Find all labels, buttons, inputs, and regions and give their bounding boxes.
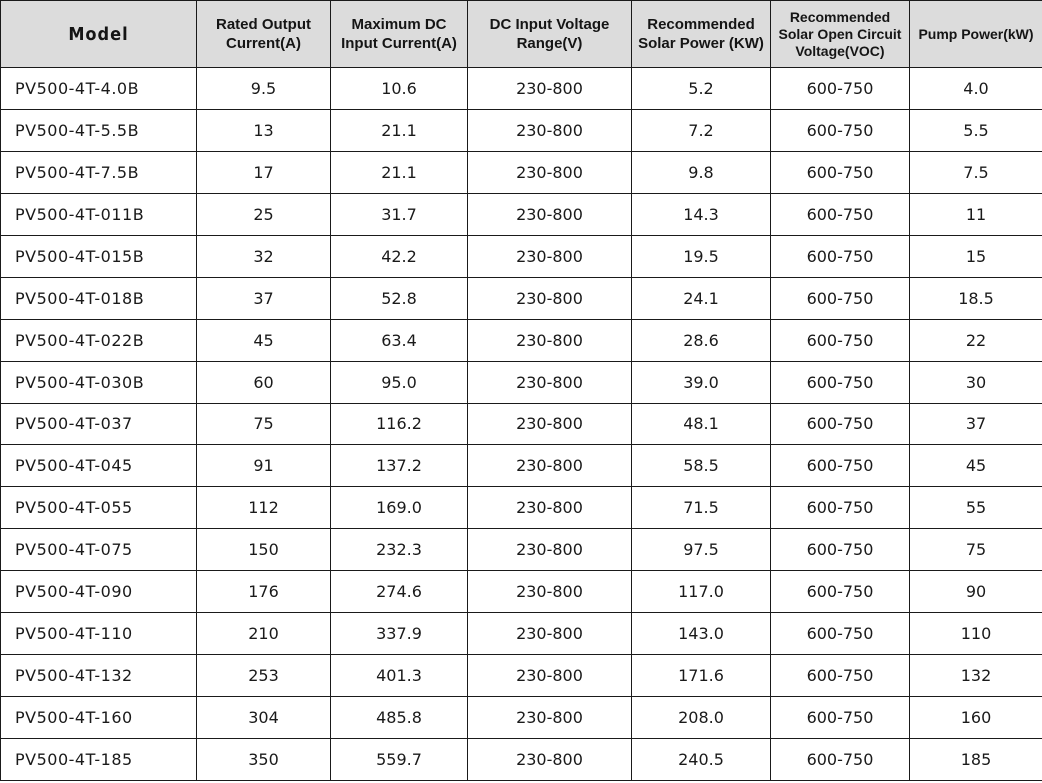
- recommended-solar-voc-cell: 600-750: [771, 193, 910, 235]
- recommended-solar-voc-cell: 600-750: [771, 613, 910, 655]
- rated-output-current-cell: 37: [197, 277, 331, 319]
- max-dc-input-current-cell: 559.7: [331, 739, 468, 781]
- max-dc-input-current-cell: 232.3: [331, 529, 468, 571]
- recommended-solar-power-cell: 240.5: [632, 739, 771, 781]
- recommended-solar-voc-cell: 600-750: [771, 151, 910, 193]
- model-cell: PV500-4T-110: [1, 613, 197, 655]
- dc-input-voltage-range-cell: 230-800: [468, 68, 632, 110]
- pump-power-cell: 4.0: [910, 68, 1042, 110]
- recommended-solar-power-cell: 19.5: [632, 235, 771, 277]
- recommended-solar-voc-cell: 600-750: [771, 109, 910, 151]
- recommended-solar-power-cell: 117.0: [632, 571, 771, 613]
- dc-input-voltage-range-cell: 230-800: [468, 109, 632, 151]
- dc-input-voltage-range-cell: 230-800: [468, 319, 632, 361]
- recommended-solar-power-cell: 5.2: [632, 68, 771, 110]
- column-header-text: Pump Power(kW): [918, 25, 1034, 42]
- table-row: [1, 109, 1042, 151]
- model-cell: PV500-4T-4.0B: [1, 68, 197, 110]
- column-header-text: Input Current(A): [341, 35, 457, 52]
- dc-input-voltage-range-cell: 230-800: [468, 655, 632, 697]
- dc-input-voltage-range-cell: 230-800: [468, 193, 632, 235]
- column-header-text: Model: [68, 23, 129, 45]
- table-row: [1, 697, 1042, 739]
- pump-power-cell: 37: [910, 403, 1042, 445]
- table-row: [1, 151, 1042, 193]
- max-dc-input-current-cell: 169.0: [331, 487, 468, 529]
- column-header-text: Voltage(VOC): [795, 42, 885, 59]
- max-dc-input-current-cell: 10.6: [331, 68, 468, 110]
- recommended-solar-voc-cell: 600-750: [771, 361, 910, 403]
- model-cell: PV500-4T-7.5B: [1, 151, 197, 193]
- dc-input-voltage-range-cell: 230-800: [468, 403, 632, 445]
- recommended-solar-voc-cell: 600-750: [771, 739, 910, 781]
- pump-power-cell: 30: [910, 361, 1042, 403]
- max-dc-input-current-cell: 42.2: [331, 235, 468, 277]
- dc-input-voltage-range-cell: 230-800: [468, 487, 632, 529]
- pump-power-cell: 75: [910, 529, 1042, 571]
- column-header-text: Solar Power (KW): [638, 35, 764, 52]
- model-cell: PV500-4T-090: [1, 571, 197, 613]
- rated-output-current-column-header: [197, 1, 331, 68]
- pump-power-cell: 185: [910, 739, 1042, 781]
- recommended-solar-power-cell: 58.5: [632, 445, 771, 487]
- model-cell: PV500-4T-5.5B: [1, 109, 197, 151]
- table-row: [1, 739, 1042, 781]
- pump-power-cell: 18.5: [910, 277, 1042, 319]
- table-row: [1, 655, 1042, 697]
- column-header-text: Range(V): [516, 35, 583, 52]
- dc-input-voltage-range-column-header: [468, 1, 632, 68]
- model-cell: PV500-4T-055: [1, 487, 197, 529]
- header-row: [1, 1, 1042, 68]
- model-cell: PV500-4T-037: [1, 403, 197, 445]
- max-dc-input-current-cell: 63.4: [331, 319, 468, 361]
- model-cell: PV500-4T-160: [1, 697, 197, 739]
- rated-output-current-cell: 150: [197, 529, 331, 571]
- table-row: [1, 235, 1042, 277]
- max-dc-input-current-column-header: [331, 1, 468, 68]
- table-row: [1, 487, 1042, 529]
- recommended-solar-power-cell: 48.1: [632, 403, 771, 445]
- recommended-solar-power-cell: 9.8: [632, 151, 771, 193]
- recommended-solar-power-cell: 143.0: [632, 613, 771, 655]
- max-dc-input-current-cell: 401.3: [331, 655, 468, 697]
- column-header-text: Recommended: [647, 16, 755, 33]
- recommended-solar-power-cell: 171.6: [632, 655, 771, 697]
- recommended-solar-power-cell: 39.0: [632, 361, 771, 403]
- dc-input-voltage-range-cell: 230-800: [468, 613, 632, 655]
- rated-output-current-cell: 112: [197, 487, 331, 529]
- model-cell: PV500-4T-185: [1, 739, 197, 781]
- max-dc-input-current-cell: 337.9: [331, 613, 468, 655]
- max-dc-input-current-cell: 137.2: [331, 445, 468, 487]
- recommended-solar-voc-cell: 600-750: [771, 235, 910, 277]
- rated-output-current-cell: 17: [197, 151, 331, 193]
- dc-input-voltage-range-cell: 230-800: [468, 277, 632, 319]
- pump-power-cell: 7.5: [910, 151, 1042, 193]
- dc-input-voltage-range-cell: 230-800: [468, 571, 632, 613]
- recommended-solar-power-cell: 24.1: [632, 277, 771, 319]
- max-dc-input-current-cell: 52.8: [331, 277, 468, 319]
- model-cell: PV500-4T-022B: [1, 319, 197, 361]
- recommended-solar-voc-cell: 600-750: [771, 571, 910, 613]
- table-row: [1, 403, 1042, 445]
- pump-power-cell: 11: [910, 193, 1042, 235]
- model-cell: PV500-4T-030B: [1, 361, 197, 403]
- model-cell: PV500-4T-132: [1, 655, 197, 697]
- dc-input-voltage-range-cell: 230-800: [468, 529, 632, 571]
- column-header-text: DC Input Voltage: [489, 16, 610, 33]
- pump-power-cell: 22: [910, 319, 1042, 361]
- model-column-header: [1, 1, 197, 68]
- column-header-text: Current(A): [226, 35, 301, 52]
- rated-output-current-cell: 9.5: [197, 68, 331, 110]
- recommended-solar-power-cell: 71.5: [632, 487, 771, 529]
- pump-power-cell: 5.5: [910, 109, 1042, 151]
- recommended-solar-power-cell: 208.0: [632, 697, 771, 739]
- pump-power-column-header: [910, 1, 1042, 68]
- rated-output-current-cell: 32: [197, 235, 331, 277]
- pump-power-cell: 15: [910, 235, 1042, 277]
- rated-output-current-cell: 60: [197, 361, 331, 403]
- recommended-solar-power-cell: 97.5: [632, 529, 771, 571]
- pump-power-cell: 45: [910, 445, 1042, 487]
- pump-power-cell: 160: [910, 697, 1042, 739]
- pump-power-cell: 110: [910, 613, 1042, 655]
- recommended-solar-voc-cell: 600-750: [771, 487, 910, 529]
- dc-input-voltage-range-cell: 230-800: [468, 235, 632, 277]
- recommended-solar-voc-cell: 600-750: [771, 697, 910, 739]
- model-cell: PV500-4T-011B: [1, 193, 197, 235]
- recommended-solar-voc-cell: 600-750: [771, 403, 910, 445]
- dc-input-voltage-range-cell: 230-800: [468, 739, 632, 781]
- model-cell: PV500-4T-045: [1, 445, 197, 487]
- table-row: [1, 193, 1042, 235]
- max-dc-input-current-cell: 116.2: [331, 403, 468, 445]
- table-row: [1, 361, 1042, 403]
- model-cell: PV500-4T-018B: [1, 277, 197, 319]
- rated-output-current-cell: 91: [197, 445, 331, 487]
- table-row: [1, 68, 1042, 110]
- pump-power-cell: 55: [910, 487, 1042, 529]
- table-row: [1, 529, 1042, 571]
- recommended-solar-voc-cell: 600-750: [771, 68, 910, 110]
- column-header-text: Rated Output: [216, 16, 311, 33]
- max-dc-input-current-cell: 485.8: [331, 697, 468, 739]
- pump-power-cell: 90: [910, 571, 1042, 613]
- max-dc-input-current-cell: 95.0: [331, 361, 468, 403]
- table-row: [1, 445, 1042, 487]
- recommended-solar-power-cell: 28.6: [632, 319, 771, 361]
- rated-output-current-cell: 253: [197, 655, 331, 697]
- recommended-solar-power-column-header: [632, 1, 771, 68]
- rated-output-current-cell: 13: [197, 109, 331, 151]
- table-row: [1, 319, 1042, 361]
- column-header-text: Solar Open Circuit: [778, 25, 902, 42]
- rated-output-current-cell: 75: [197, 403, 331, 445]
- table-header: [1, 1, 1042, 68]
- rated-output-current-cell: 210: [197, 613, 331, 655]
- recommended-solar-voc-cell: 600-750: [771, 529, 910, 571]
- rated-output-current-cell: 25: [197, 193, 331, 235]
- table-body: [1, 68, 1042, 781]
- column-header-text: Maximum DC: [351, 16, 447, 33]
- recommended-solar-voc-column-header: [771, 1, 910, 68]
- pump-power-cell: 132: [910, 655, 1042, 697]
- max-dc-input-current-cell: 31.7: [331, 193, 468, 235]
- recommended-solar-power-cell: 14.3: [632, 193, 771, 235]
- max-dc-input-current-cell: 21.1: [331, 151, 468, 193]
- recommended-solar-voc-cell: 600-750: [771, 445, 910, 487]
- rated-output-current-cell: 176: [197, 571, 331, 613]
- recommended-solar-voc-cell: 600-750: [771, 277, 910, 319]
- dc-input-voltage-range-cell: 230-800: [468, 445, 632, 487]
- table-row: [1, 277, 1042, 319]
- column-header-text: Recommended: [789, 8, 891, 25]
- max-dc-input-current-cell: 274.6: [331, 571, 468, 613]
- rated-output-current-cell: 45: [197, 319, 331, 361]
- model-cell: PV500-4T-015B: [1, 235, 197, 277]
- table-row: [1, 571, 1042, 613]
- table-row: [1, 613, 1042, 655]
- rated-output-current-cell: 304: [197, 697, 331, 739]
- recommended-solar-power-cell: 7.2: [632, 109, 771, 151]
- recommended-solar-voc-cell: 600-750: [771, 655, 910, 697]
- model-cell: PV500-4T-075: [1, 529, 197, 571]
- recommended-solar-voc-cell: 600-750: [771, 319, 910, 361]
- rated-output-current-cell: 350: [197, 739, 331, 781]
- max-dc-input-current-cell: 21.1: [331, 109, 468, 151]
- dc-input-voltage-range-cell: 230-800: [468, 697, 632, 739]
- dc-input-voltage-range-cell: 230-800: [468, 151, 632, 193]
- dc-input-voltage-range-cell: 230-800: [468, 361, 632, 403]
